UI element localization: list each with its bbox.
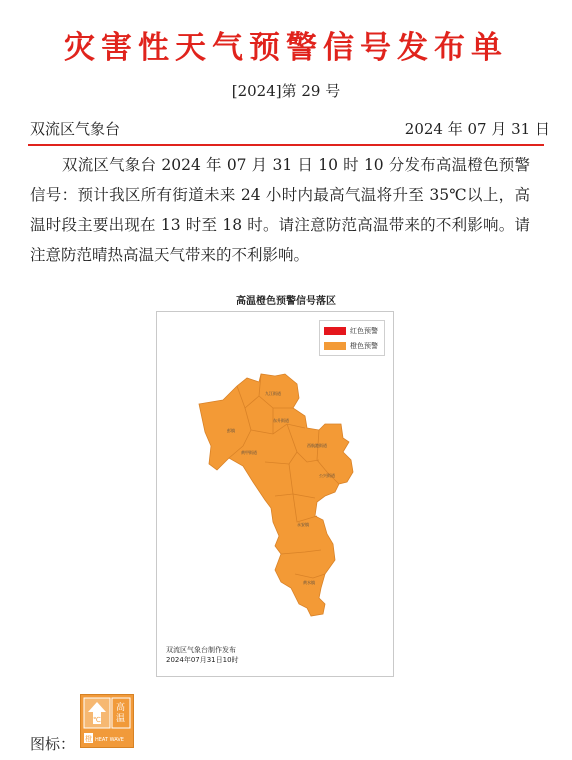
orange-warning-area [199, 374, 353, 616]
district-label: 黄甲街道 [241, 450, 257, 455]
svg-text:℃: ℃ [93, 716, 101, 724]
high-temperature-orange-warning-icon [80, 694, 134, 748]
icon-text: 高温 [116, 703, 126, 724]
district-label: 永安镇 [297, 522, 309, 527]
map-footer: 双流区气象台制作发布 2024年07月31日10时 [166, 646, 239, 664]
district-label: 西航港街道 [307, 443, 327, 448]
red-divider [28, 144, 544, 146]
warning-map [156, 311, 394, 677]
issue-date: 2024 年 07 月 31 日 [404, 120, 550, 138]
page-title: 灾害性天气预警信号发布单 [64, 30, 508, 66]
district-label: 彭镇 [227, 428, 235, 433]
red-swatch [324, 327, 346, 335]
district-label: 九江街道 [265, 391, 281, 396]
issuer: 双流区气象台 [30, 120, 121, 138]
district-map [157, 312, 393, 676]
document-number: [2024]第 29 号 [231, 82, 341, 100]
map-title: 高温橙色预警信号落区 [236, 296, 336, 307]
orange-swatch [324, 342, 346, 350]
icon-sub-text: 橙 [85, 735, 92, 743]
icon-english-text: HEAT WAVE [95, 737, 124, 743]
legend-item-red: 红色预警 [324, 326, 378, 336]
legend-item-orange: 橙色预警 [324, 341, 378, 351]
district-label: 公兴街道 [319, 473, 335, 478]
district-label: 黄水镇 [303, 580, 315, 585]
icon-caption: 图标： [30, 735, 76, 753]
map-legend [319, 320, 385, 356]
warning-body-text: 双流区气象台 2024 年 07 月 31 日 10 时 10 分发布高温橙色预警信号：预计我区所有街道未来 24 小时内最高气温将升至 35℃以上，高温时段主要出现在 13 时至 18 时。请注意防范高温带来的不利影响。请注意防范晴热高温天气带来的不利影响。 [30, 156, 530, 264]
district-label: 东升街道 [273, 418, 289, 423]
warning-icon-graphic [81, 695, 133, 747]
